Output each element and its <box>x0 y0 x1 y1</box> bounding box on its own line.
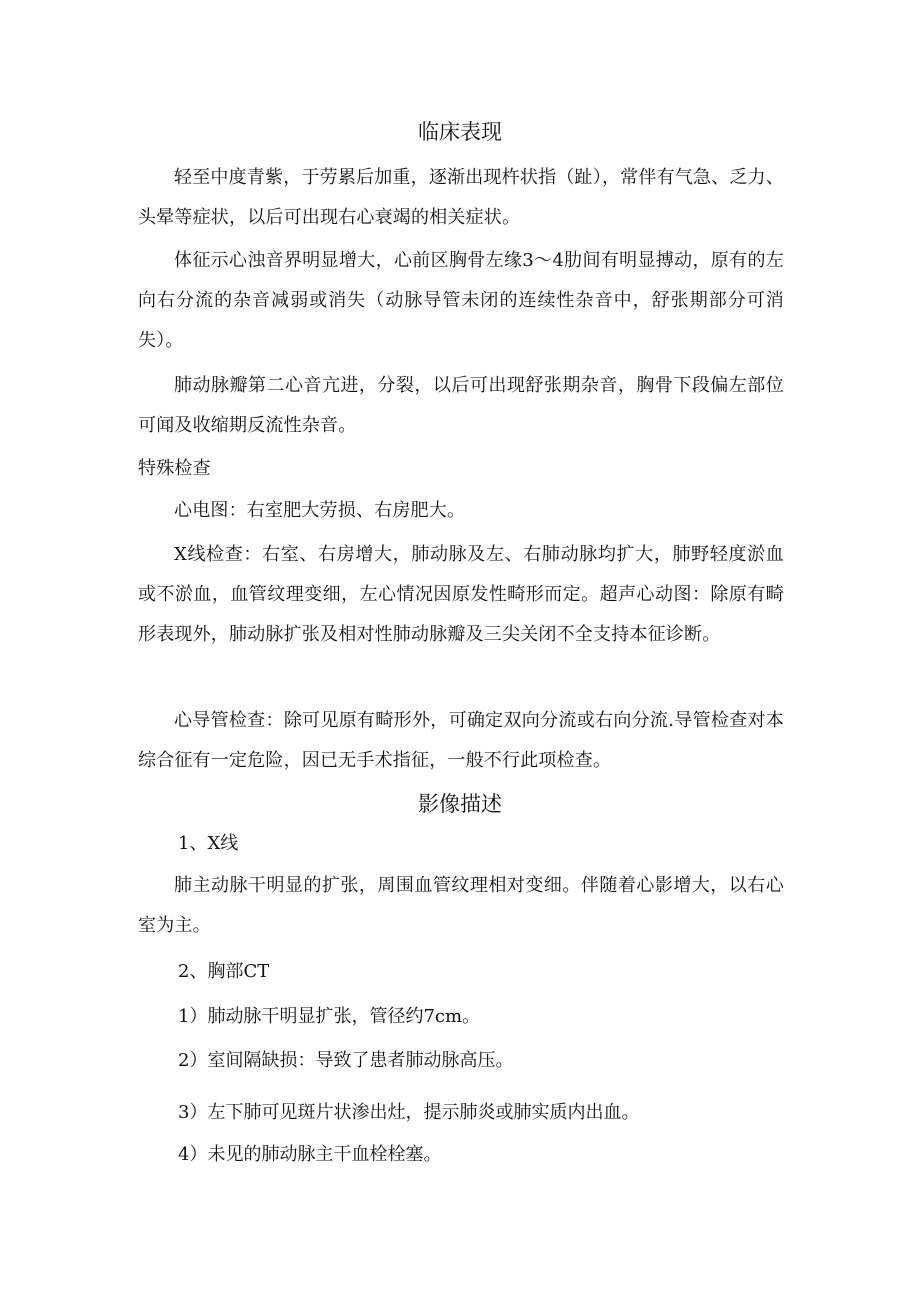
clinical-paragraph-2: 体征示心浊音界明显增大，心前区胸骨左缘3～4肋间有明显搏动，原有的左向右分流的杂音减弱或消失（动脉导管未闭的连续性杂音中，舒张期部分可消失）。 <box>138 250 784 351</box>
xray-exam-paragraph: X线检查：右室、右房增大，肺动脉及左、右肺动脉均扩大，肺野轻度淤血或不淤血，血管纹理变细，左心情况因原发性畸形而定。超声心动图：除原有畸形表现外，肺动脉扩张及相对性肺动脉瓣及三尖关闭不全支持本征诊断。 <box>138 544 784 645</box>
catheter-paragraph: 心导管检查：除可见原有畸形外，可确定双向分流或右向分流.导管检查对本综合征有一定危险，因已无手术指征，一般不行此项检查。 <box>138 710 784 771</box>
clinical-paragraph-3: 肺动脉瓣第二心音亢进，分裂，以后可出现舒张期杂音，胸骨下段偏左部位可闻及收缩期反流性杂音。 <box>138 375 784 436</box>
ct-list-item: 3）左下肺可见斑片状渗出灶，提示肺炎或肺实质内出血。 <box>178 1102 640 1123</box>
clinical-paragraph-1: 轻至中度青紫，于劳累后加重，逐渐出现杵状指（趾），常伴有气急、乏力、头晕等症状，以后可出现右心衰竭的相关症状。 <box>138 167 784 228</box>
imaging-xray-text: 肺主动脉干明显的扩张，周围血管纹理相对变细。伴随着心影增大，以右心室为主。 <box>138 875 784 936</box>
ct-list-item: 1）肺动脉干明显扩张，管径约7cm。 <box>178 1006 481 1027</box>
section-title-imaging: 影像描述 <box>418 792 502 816</box>
imaging-ct-label: 2、胸部CT <box>178 961 270 982</box>
ecg-paragraph: 心电图：右室肥大劳损、右房肥大。 <box>174 500 466 521</box>
ct-list-item: 2）室间隔缺损：导致了患者肺动脉高压。 <box>178 1050 514 1071</box>
section-title-clinical: 临床表现 <box>418 120 502 144</box>
section-title-special-exam: 特殊检查 <box>138 458 211 479</box>
imaging-xray-label: 1、X线 <box>178 833 239 854</box>
ct-list-item: 4）未见的肺动脉主干血栓栓塞。 <box>178 1144 442 1165</box>
